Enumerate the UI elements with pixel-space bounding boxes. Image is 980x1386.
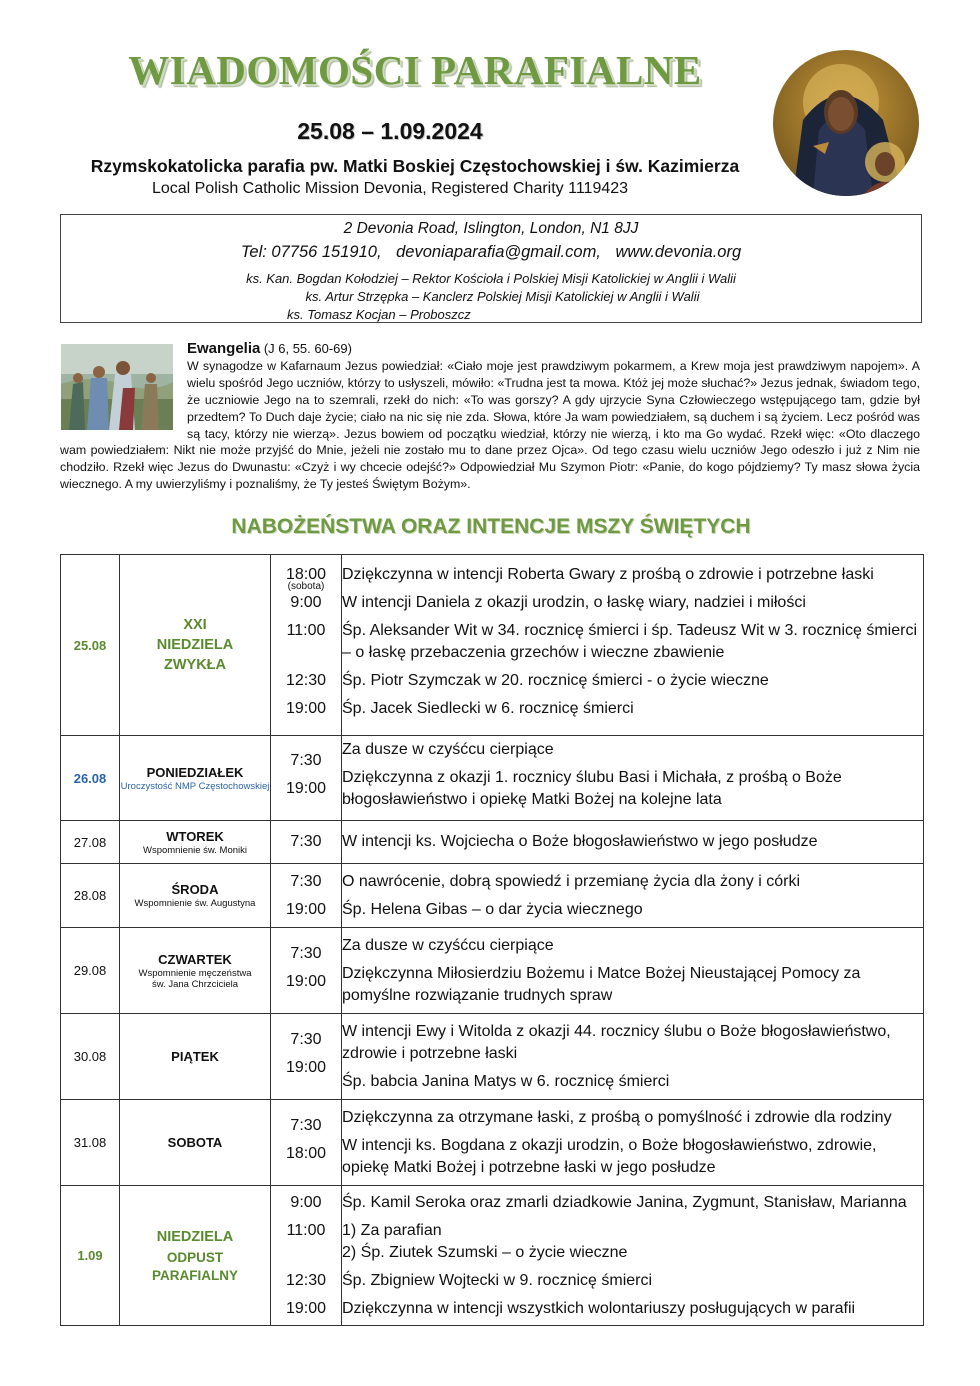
day-name: PONIEDZIAŁEK (146, 764, 244, 780)
mass-intention: Śp. Aleksander Wit w 34. rocznicę śmierci i śp. Tadeusz Wit w 3. rocznicę śmierci – o łaskę przebaczenia grzechów i wieczne zbawienie (342, 622, 917, 661)
mass-intention: Dziękczynna w intencji wszystkich wolontariuszy posługujących w parafii (342, 1299, 856, 1317)
mass-time: 19:00 (285, 1058, 327, 1076)
day-name: ŚRODA (171, 882, 219, 897)
mass-time: 7:30 (290, 752, 322, 769)
day-cell (120, 928, 271, 1014)
date-cell: 27.08 (61, 821, 120, 864)
website-link[interactable]: www.devonia.org (615, 243, 742, 261)
mass-time: 9:00 (290, 594, 322, 611)
mass-intention: Za dusze w czyśćcu cierpiące (342, 741, 554, 758)
day-name: SOBOTA (167, 1135, 223, 1150)
contact-line (61, 243, 921, 262)
mass-intention: O nawrócenie, dobrą spowiedź i przemianę życia dla żony i córki (342, 872, 800, 890)
mass-intention: W intencji ks. Wojciecha o Boże błogosławieństwo w jego posłudze (342, 833, 818, 850)
times-cell (271, 928, 342, 1014)
mass-time: 7:30 (290, 944, 322, 962)
day-name: PARAFIALNY (152, 1267, 238, 1283)
mass-intention: W intencji ks. Bogdana z okazji urodzin, o Boże błogosławieństwo, zdrowie, opiekę Matki Bożej i potrzebne łaski w jego posłudze (342, 1136, 877, 1176)
day-cell (120, 555, 271, 736)
feast-note: Wspomnienie św. Augustyna (134, 898, 256, 909)
day-cell (120, 1014, 271, 1100)
date-cell: 30.08 (61, 1014, 120, 1100)
day-name: XXI (183, 617, 207, 633)
date-cell: 31.08 (61, 1100, 120, 1186)
schedule-row (61, 736, 924, 821)
mass-intention: W intencji Ewy i Witolda z okazji 44. rocznicy ślubu o Boże błogosławieństwo, zdrowie i potrzebne łaski (342, 1022, 891, 1062)
parish-name: Rzymskokatolicka parafia pw. Matki Boskiej Częstochowskiej i św. Kazimierza (90, 156, 740, 176)
date-cell: 1.09 (61, 1186, 120, 1326)
day-name: NIEDZIELA (156, 1228, 234, 1245)
mass-intention: Za dusze w czyśćcu cierpiące (342, 936, 554, 954)
schedule-row (61, 1014, 924, 1100)
mass-time: 12:30 (285, 1271, 327, 1289)
mission-registration: Local Polish Catholic Mission Devonia, Registered Charity 1119423 (151, 180, 629, 197)
schedule-row (61, 821, 924, 864)
day-name: WTOREK (166, 828, 224, 844)
mass-intention: Śp. Zbigniew Wojtecki w 9. rocznicę śmierci (342, 1271, 653, 1289)
intentions-cell (342, 1100, 924, 1186)
mass-intention: Śp. Kamil Seroka oraz zmarli dziadkowie Janina, Zygmunt, Stanisław, Marianna (342, 1193, 907, 1211)
mass-time: 9:00 (290, 1193, 322, 1211)
address: 2 Devonia Road, Islington, London, N1 8JJ (343, 220, 639, 237)
schedule-row (61, 1186, 924, 1326)
mass-intention: Dziękczynna za otrzymane łaski, z prośbą o pomyślność i zdrowie dla rodziny (342, 1108, 892, 1126)
clergy-parish-priest: ks. Tomasz Kocjan – Proboszcz (287, 307, 471, 322)
mass-time: 7:30 (290, 833, 322, 850)
mass-intention: Śp. Piotr Szymczak w 20. rocznicę śmierci - o życie wieczne (342, 672, 769, 689)
times-cell (271, 864, 342, 928)
mass-time: 7:30 (290, 1116, 322, 1134)
gospel-reference: (J 6, 55. 60-69) (263, 341, 352, 356)
mass-time: 19:00 (285, 900, 327, 918)
mass-time: 11:00 (286, 622, 326, 639)
date-cell: 26.08 (61, 736, 120, 821)
date-cell: 29.08 (61, 928, 120, 1014)
feast-note: Uroczystość NMP Częstochowskiej (120, 780, 270, 792)
gospel-image-spacer (60, 341, 187, 429)
email-link[interactable]: devoniaparafia@gmail.com, (396, 243, 601, 261)
date-range: 25.08 – 1.09.2024 (297, 118, 483, 144)
times-cell (271, 1014, 342, 1100)
day-cell (120, 1186, 271, 1326)
gospel-section (60, 341, 920, 493)
mass-time: 7:30 (290, 872, 322, 890)
mass-time: 19:00 (285, 1299, 327, 1317)
intentions-cell (342, 1186, 924, 1326)
mass-intention: Śp. Jacek Siedlecki w 6. rocznicę śmierci (342, 700, 634, 717)
intentions-cell (342, 821, 924, 864)
clergy-rector: ks. Kan. Bogdan Kołodziej – Rektor Kościoła i Polskiej Misji Katolickiej w Anglii i Walii (246, 271, 736, 286)
gospel-text: W synagodze w Kafarnaum Jezus powiedział: «Ciało moje jest prawdziwym pokarmem, a Krew moja jest prawdziwym napojem». A wielu spośród Jego uczniów, którzy to usłyszeli, mówiło: «Trudna jest ta mowa. Któż jej może słuchać?» Jezus jednak, świadom tego, że uczniowie Jego na to szemrali, rzekł do nich: «To was gorszy? A gdy ujrzycie Syna Człowieczego wstępującego tam, gdzie był przedtem? To Duch daje życie; ciało na nic się nie zda. Słowa, które Ja wam powiedziałem, są duchem i są życiem. Lecz pośród was są tacy, którzy nie wierzą». Jezus bowiem od początku wiedział, którzy nie wierzą, i kto ma Go wydać. Rzekł więc: «Oto dlaczego wam powiedziałem: Nikt nie może przyjść do Mnie, jeżeli nie zostało mu to dane przez Ojca». Od tego czasu wielu uczniów Jego odeszło i już z Nim nie chodziło. Rzekł więc Jezus do Dwunastu: «Czyż i wy chcecie odejść?» Odpowiedział Mu Szymon Piotr: «Panie, do kogo pójdziemy? Ty masz słowa życia wiecznego. A my uwierzyliśmy i poznaliśmy, że Ty jesteś Świętym Bożym». (60, 358, 920, 492)
day-name: NIEDZIELA (156, 637, 234, 653)
day-cell (120, 1100, 271, 1186)
mass-time: 12:30 (285, 672, 327, 689)
day-cell (120, 821, 271, 864)
clergy-chancellor: ks. Artur Strzępka – Kanclerz Polskiej Misji Katolickiej w Anglii i Walii (305, 289, 700, 304)
mass-intention: Śp. babcia Janina Matys w 6. rocznicę śmierci (342, 1072, 670, 1090)
intentions-cell (342, 928, 924, 1014)
day-name: ODPUST (166, 1249, 224, 1265)
day-cell (120, 864, 271, 928)
newsletter-title: WIADOMOŚCI PARAFIALNE (128, 47, 702, 93)
feast-note: Wspomnienie męczeństwa św. Jana Chrzciciela (138, 967, 252, 990)
intentions-cell (342, 555, 924, 736)
intentions-cell (342, 1014, 924, 1100)
day-cell (120, 736, 271, 821)
times-cell (271, 555, 342, 736)
mass-intention: Śp. Helena Gibas – o dar życia wiecznego (342, 900, 643, 918)
date-cell: 28.08 (61, 864, 120, 928)
mass-intention: 1) Za parafian (342, 1221, 442, 1239)
schedule-row (61, 555, 924, 736)
intentions-cell (342, 864, 924, 928)
feast-note: Wspomnienie św. Moniki (142, 844, 247, 856)
mass-time: 11:00 (286, 1221, 326, 1239)
intentions-cell (342, 736, 924, 821)
mass-intention: 2) Śp. Ziutek Szumski – o życie wieczne (342, 1243, 628, 1261)
times-cell (271, 1186, 342, 1326)
mass-time-note: (sobota) (287, 581, 325, 592)
times-cell (271, 821, 342, 864)
times-cell (271, 1100, 342, 1186)
mass-intention: W intencji Daniela z okazji urodzin, o łaskę wiary, nadziei i miłości (342, 594, 806, 611)
schedule-title: NABOŻEŃSTWA ORAZ INTENCJE MSZY ŚWIĘTYCH (231, 515, 751, 538)
schedule-row (61, 864, 924, 928)
day-name: CZWARTEK (158, 951, 232, 967)
mass-time: 19:00 (285, 972, 327, 990)
mass-intention: Dziękczynna z okazji 1. rocznicy ślubu Basi i Michała, z prośbą o Boże błogosławieństwo i opiekę Matki Bożej na kolejne lata (342, 769, 842, 808)
day-name: ZWYKŁA (163, 657, 226, 673)
gospel-title: Ewangelia (187, 340, 261, 357)
mass-time: 7:30 (290, 1030, 322, 1048)
mass-time: 18:00 (285, 1144, 327, 1162)
schedule-row (61, 928, 924, 1014)
times-cell (271, 736, 342, 821)
day-name: PIĄTEK (171, 1049, 219, 1064)
schedule-row (61, 1100, 924, 1186)
mass-time: 18:00 (sobota) (271, 564, 341, 592)
phone: Tel: 07756 151910, (240, 243, 382, 261)
mass-time: 19:00 (285, 780, 327, 797)
mass-time: 19:00 (285, 700, 327, 717)
mass-schedule-table (60, 554, 924, 1326)
mass-intention: Dziękczynna Miłosierdziu Bożemu i Matce Bożej Nieustającej Pomocy za pomyślne rozwiązanie trudnych spraw (342, 964, 861, 1004)
date-cell: 25.08 (61, 555, 120, 736)
contact-info-box (60, 214, 922, 323)
madonna-icon-image (773, 50, 919, 196)
mass-intention: Dziękczynna w intencji Roberta Gwary z prośbą o zdrowie i potrzebne łaski (342, 566, 874, 583)
